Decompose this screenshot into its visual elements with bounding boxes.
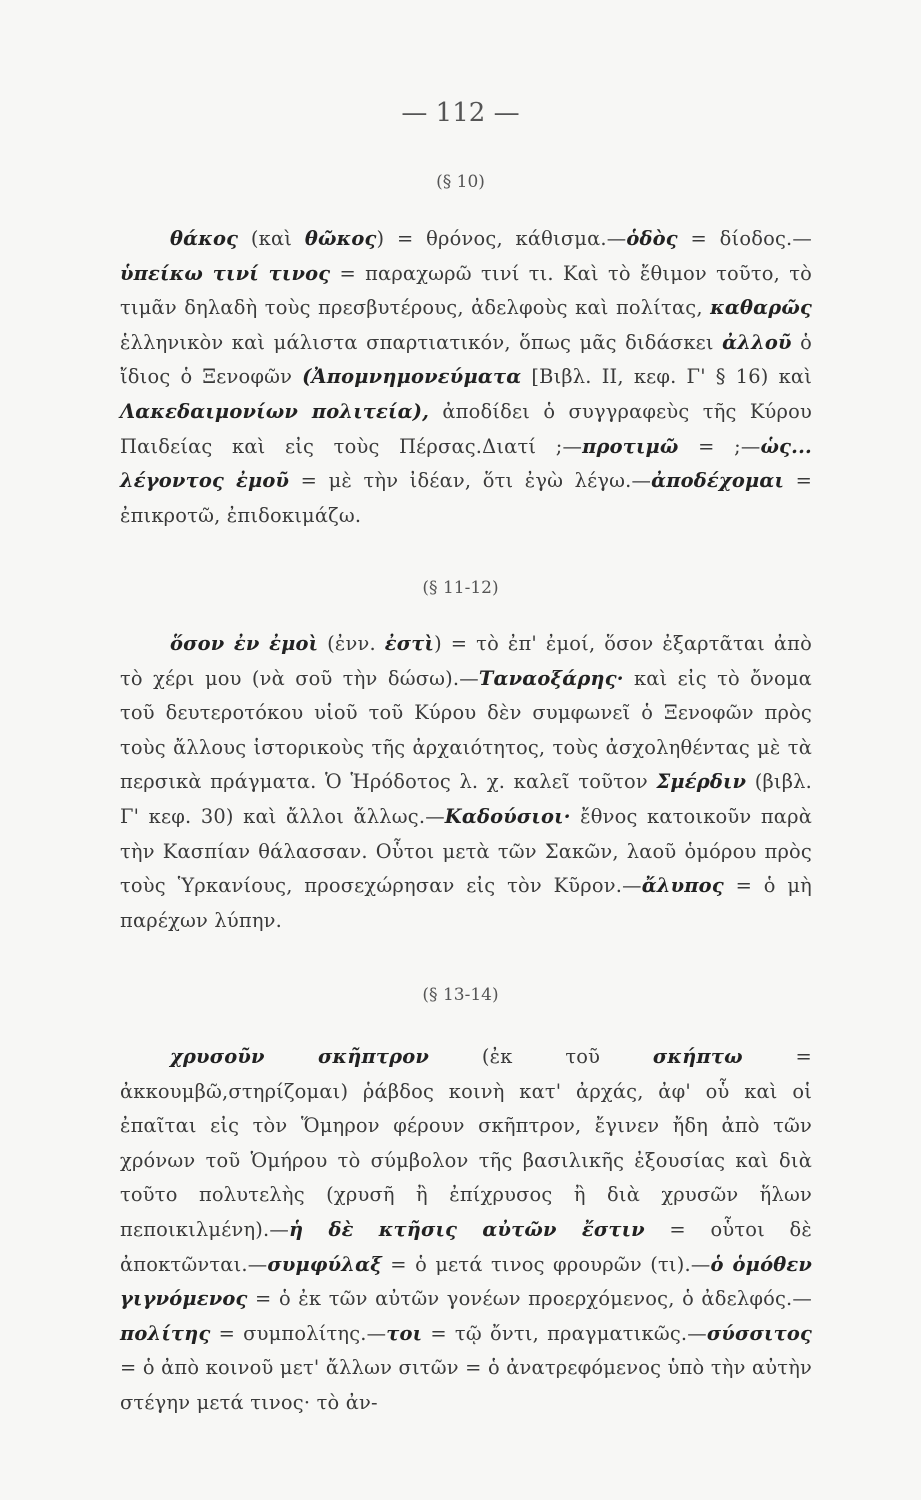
gloss-text: ἑλληνικὸν καὶ μάλιστα σπαρτιατικόν, ὅπως μᾶς διδάσκει <box>120 330 723 354</box>
gloss-term: ὅσον ἐν ἐμοὶ <box>170 632 319 655</box>
paragraph-section-10 <box>120 222 812 533</box>
gloss-text: (ἐνν. <box>318 632 385 655</box>
gloss-term: ὑπείκω τινί τινος <box>120 261 331 285</box>
gloss-text: = ὁ μὴ παρέχων λύπην. <box>120 874 812 932</box>
gloss-term: (Ἀπομνημονεύματα <box>302 365 522 389</box>
gloss-text: ) = τὸ ἐπ' ἐμοί, ὅσον ἐξαρτᾶται ἀπὸ τὸ χέρι μου (νὰ σοῦ τὴν δώσω).— <box>120 632 813 690</box>
gloss-term: ἀποδέχομαι <box>651 469 785 493</box>
gloss-term: ὁ ὁμόθεν γιγνόμενος <box>120 1252 812 1311</box>
gloss-term: συμφύλαξ <box>267 1252 382 1276</box>
gloss-text: = ὁ μετά τινος φρουρῶν (τι).— <box>381 1252 711 1276</box>
gloss-text: = τῷ ὄντι, πραγματικῶς.— <box>422 1321 707 1345</box>
paragraph-section-11-12 <box>120 627 812 938</box>
page-number: — 112 — <box>401 98 520 128</box>
gloss-term: Ταναοξάρης· <box>478 666 624 690</box>
gloss-text: καὶ εἰς τὸ ὄνομα τοῦ δευτεροτόκου υἱοῦ τοῦ Κύρου δὲν συμφωνεῖ ὁ Ξενοφῶν πρὸς τοὺς ἄλλους ἱστορικοὺς τῆς ἀρχαιότητος, τοὺς ἀσχοληθέντας μὲ τὰ περσικὰ πράγματα. Ὁ Ἡρόδοτος λ. χ. καλεῖ τοῦτον <box>120 666 812 794</box>
gloss-term: Λακεδαιμονίων πολιτεία), <box>120 399 430 423</box>
section-heading-13-14: (§ 13-14) <box>422 985 499 1005</box>
gloss-term: ἡ δὲ κτῆσις αὐτῶν ἔστιν <box>289 1217 645 1241</box>
gloss-term: Καδούσιοι· <box>444 804 571 828</box>
gloss-text: (καὶ <box>238 227 305 250</box>
gloss-text: [Βιβλ. ΙΙ, κεφ. Γ' § 16) καὶ <box>521 365 813 389</box>
gloss-term: καθαρῶς <box>710 296 812 320</box>
gloss-text: = ;— <box>678 434 761 458</box>
gloss-text: = ἀκκουμβῶ,στηρίζομαι) ῥάβδος κοινὴ κατ' ἀρχάς, ἀφ' οὗ καὶ οἱ ἐπαῖται εἰς τὸν Ὅμηρον φέρουν σκῆπτρον, ἔγινεν ἤδη ἀπὸ τῶν χρόνων τοῦ Ὁμήρου τὸ σύμβολον τῆς βασιλικῆς ἐξουσίας καὶ διὰ τοῦτο πολυτελὴς (χρυσῆ ἢ ἐπίχρυσος ἢ διὰ χρυσῶν ἥλων πεποικιλμένη).— <box>120 1045 812 1241</box>
gloss-text: = ὁ ἐκ τῶν αὐτῶν γονέων προερχόμενος, ὁ ἀδελφός.— <box>247 1287 812 1311</box>
gloss-text: = συμπολίτης.— <box>210 1321 387 1345</box>
gloss-text: ) = θρόνος, κάθισμα.— <box>376 227 627 250</box>
gloss-term: Σμέρδιν <box>656 770 747 794</box>
gloss-text: ὁ ἴδιος ὁ Ξενοφῶν <box>120 330 812 389</box>
gloss-term: ὡς... λέγοντος ἐμοῦ <box>120 434 812 493</box>
gloss-term: ὁδὸς <box>626 227 678 250</box>
section-heading-11-12: (§ 11-12) <box>422 578 499 598</box>
gloss-text: = δίοδος.— <box>677 227 812 250</box>
gloss-text: (βιβλ. Γ' κεφ. 30) καὶ ἄλλοι ἄλλως.— <box>120 770 812 828</box>
gloss-text: = ἐπικροτῶ, ἐπιδοκιμάζω. <box>120 469 813 527</box>
gloss-term: προτιμῶ <box>582 434 679 458</box>
gloss-text: (ἐκ τοῦ <box>429 1045 653 1068</box>
gloss-text: ἔθνος κατοικοῦν παρὰ τὴν Κασπίαν θάλασσαν. Οὗτοι μετὰ τῶν Σακῶν, λαοῦ ὁμόρου πρὸς τοὺς Ὑρκανίους, προσεχώρησαν εἰς τὸν Κῦρον.— <box>120 804 812 898</box>
gloss-term: ἐστὶ <box>384 632 435 655</box>
gloss-term: ἄλυπος <box>641 874 724 898</box>
gloss-term: σκήπτω <box>652 1045 743 1068</box>
gloss-term: θάκος <box>170 227 239 250</box>
gloss-term: πολίτης <box>120 1321 211 1345</box>
gloss-term: θῶκος <box>304 227 377 250</box>
gloss-text: = μὲ τὴν ἰδέαν, ὅτι ἐγὼ λέγω.— <box>289 469 652 493</box>
paragraph-section-13-14 <box>120 1040 812 1421</box>
gloss-text: = οὗτοι δὲ ἀποκτῶνται.— <box>120 1217 813 1276</box>
gloss-term: τοι <box>386 1321 423 1345</box>
gloss-text: = παραχωρῶ τινί τι. Καὶ τὸ ἔθιμον τοῦτο, τὸ τιμᾶν δηλαδὴ τοὺς πρεσβυτέρους, ἀδελφοὺς καὶ πολίτας, <box>120 261 813 320</box>
gloss-text: = ὁ ἀπὸ κοινοῦ μετ' ἄλλων σιτῶν = ὁ ἀνατρεφόμενος ὑπὸ τὴν αὐτὴν στέγην μετά τινος· τὸ ἀν- <box>120 1356 812 1414</box>
gloss-term: σύσσιτος <box>706 1321 812 1345</box>
section-heading-10: (§ 10) <box>436 172 485 192</box>
gloss-term: ἀλλοῦ <box>722 330 792 354</box>
gloss-term: χρυσοῦν σκῆπτρον <box>170 1045 430 1068</box>
gloss-text: ἀποδίδει ὁ συγγραφεὺς τῆς Κύρου Παιδείας καὶ εἰς τοὺς Πέρσας.Διατί ;— <box>120 399 812 458</box>
